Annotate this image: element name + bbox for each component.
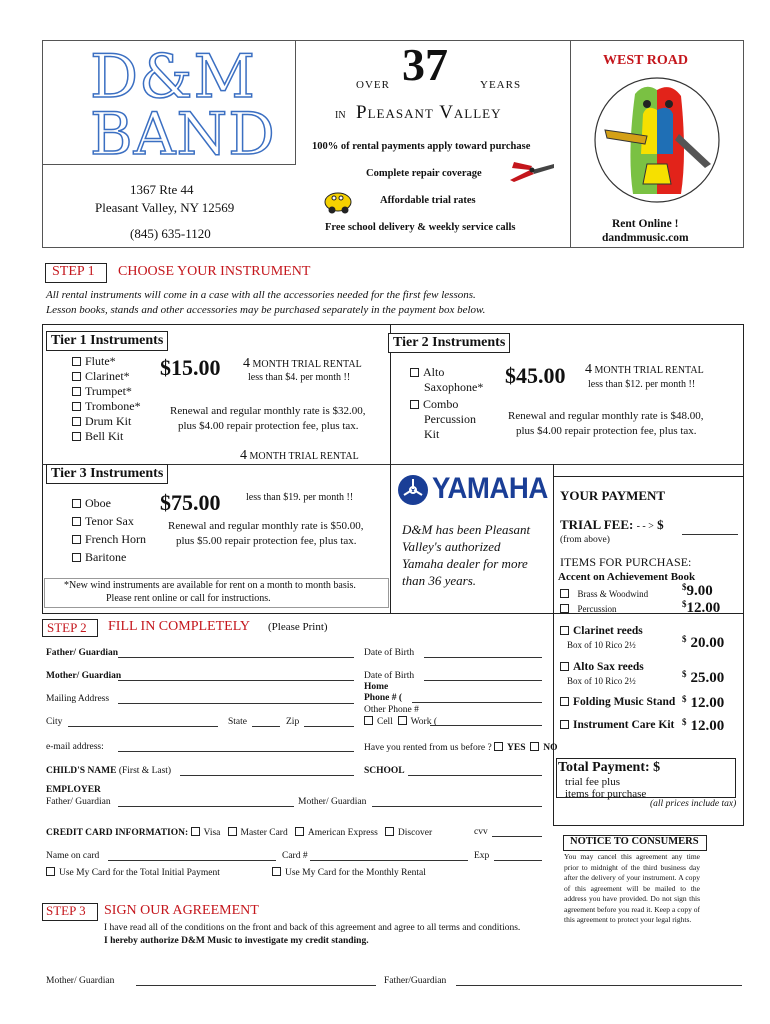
home-phone-input[interactable] <box>412 702 542 703</box>
city-input[interactable] <box>68 726 218 727</box>
father-signature-line[interactable] <box>456 985 742 986</box>
father-guardian-label: Father/ Guardian <box>46 648 119 658</box>
checkbox[interactable] <box>410 400 419 409</box>
checkbox[interactable] <box>72 517 81 526</box>
step2-badge: STEP 2 <box>47 620 87 635</box>
clarinet-box: Box of 10 Rico 2½ <box>567 640 636 650</box>
over-text: OVER <box>356 79 390 91</box>
mother-signature-line[interactable] <box>136 985 376 986</box>
rent-online-text: Rent Online ! <box>612 218 679 230</box>
tier1-list <box>72 354 141 444</box>
cvv-input[interactable] <box>492 836 542 837</box>
tier1-item[interactable]: Bell Kit <box>72 429 141 444</box>
dob-label-1: Date of Birth <box>364 648 415 658</box>
mastercard-checkbox[interactable] <box>228 827 237 836</box>
tier3-title: Tier 3 Instruments <box>46 464 168 484</box>
mailing-address-input[interactable] <box>118 703 354 704</box>
alto-box: Box of 10 Rico 2½ <box>567 676 636 686</box>
step3-badge: STEP 3 <box>46 903 86 918</box>
checkbox[interactable] <box>410 368 419 377</box>
notice-text: You may cancel this agreement any time prior to midnight of the third business day after the delivery of your instrument. A copy of this agreement will be mailed to the address you have provided. Do not sign this agreement before you read it. Keep a copy of this agreement to protect your legal rights. <box>564 852 700 924</box>
use-card-initial[interactable]: Use My Card for the Total Initial Payment <box>46 867 220 878</box>
step1-desc1: All rental instruments will come in a case with all the accessories needed for the first few lessons. <box>46 289 476 301</box>
other-phone-input[interactable] <box>430 725 542 726</box>
yamaha-logo: YAMAHA <box>432 472 548 505</box>
tax-note: (all prices include tax) <box>650 799 737 809</box>
checkbox[interactable] <box>560 604 569 613</box>
mother-signature-label: Mother/ Guardian <box>46 976 115 986</box>
care-price: $ 12.00 <box>682 717 725 734</box>
musician-art-icon <box>587 74 727 204</box>
tier3-note1: *New wind instruments are available for rent on a month to month basis. <box>64 580 356 591</box>
home-label: Home <box>364 682 389 692</box>
tier2-renewal2: plus $4.00 repair protection fee, plus tax. <box>516 425 697 437</box>
in-text: IN <box>335 110 346 121</box>
discover-checkbox[interactable] <box>385 827 394 836</box>
total-sub1: trial fee plus <box>565 776 620 788</box>
tier2-alto[interactable]: Alto Saxophone* <box>410 365 483 395</box>
use-card-monthly[interactable]: Use My Card for the Monthly Rental <box>272 867 426 878</box>
checkbox[interactable] <box>560 697 569 706</box>
bullet-trial-rates: Affordable trial rates <box>380 195 476 206</box>
exp-label: Exp <box>474 851 490 861</box>
amex-checkbox[interactable] <box>295 827 304 836</box>
checkbox[interactable] <box>72 402 81 411</box>
checkbox[interactable] <box>560 720 569 729</box>
step3-title: SIGN OUR AGREEMENT <box>104 903 259 918</box>
yamaha-desc2: Valley's authorized <box>402 539 501 554</box>
tier1-trial-sub: less than $4. per month !! <box>248 372 351 383</box>
tier1-item[interactable]: Trombone* <box>72 399 141 414</box>
notice-title: NOTICE TO CONSUMERS <box>570 836 699 847</box>
yamaha-tuning-fork-icon <box>396 473 430 507</box>
zip-label: Zip <box>286 717 300 727</box>
west-road-title: WEST ROAD <box>603 53 688 68</box>
cartoon-car-icon <box>322 186 354 214</box>
card-number-label: Card # <box>282 851 308 861</box>
total-payment-label: Total Payment: $ <box>558 760 661 775</box>
checkbox[interactable] <box>72 553 81 562</box>
website-link[interactable]: dandmmusic.com <box>602 232 689 244</box>
music-stand[interactable]: Folding Music Stand <box>560 696 675 708</box>
checkbox[interactable] <box>72 372 81 381</box>
home-phone-label: Phone # ( <box>364 693 403 703</box>
checkbox[interactable] <box>560 626 569 635</box>
tier1-price: $15.00 <box>160 355 221 380</box>
step3-authorize-text: I hereby authorize D&M Music to investigate my credit standing. <box>104 936 369 946</box>
address-street: 1367 Rte 44 <box>130 182 194 197</box>
tier3-note2: Please rent online or call for instructions. <box>106 593 271 604</box>
name-on-card-label: Name on card <box>46 851 100 861</box>
checkbox[interactable] <box>560 662 569 671</box>
dob-label-2: Date of Birth <box>364 671 415 681</box>
mother-guardian-label: Mother/ Guardian <box>46 671 122 681</box>
email-input[interactable] <box>118 751 354 752</box>
tier2-title: Tier 2 Instruments <box>388 333 510 353</box>
exp-input[interactable] <box>494 860 542 861</box>
care-kit[interactable]: Instrument Care Kit <box>560 719 674 731</box>
checkbox[interactable] <box>46 867 55 876</box>
mailing-address-label: Mailing Address <box>46 694 110 704</box>
father-signature-label: Father/Guardian <box>384 976 447 986</box>
bullet-repair: Complete repair coverage <box>366 168 482 179</box>
logo-band: BAND <box>90 100 276 168</box>
checkbox[interactable] <box>72 499 81 508</box>
work-checkbox[interactable] <box>398 716 407 725</box>
checkbox[interactable] <box>72 535 81 544</box>
years-text: YEARS <box>480 79 522 91</box>
tier3-renewal1: Renewal and regular monthly rate is $50.00, <box>168 520 364 532</box>
address-city: Pleasant Valley, NY 12569 <box>95 200 235 215</box>
mother-guardian-input[interactable] <box>118 680 354 681</box>
dob-input-2[interactable] <box>424 680 542 681</box>
school-input[interactable] <box>408 775 542 776</box>
tier2-renewal1: Renewal and regular monthly rate is $48.00, <box>508 410 704 422</box>
tier2-trial-sub: less than $12. per month !! <box>588 379 696 390</box>
trial-fee-label: TRIAL FEE: - - > $ <box>560 517 664 532</box>
tier2-combo[interactable]: Combo Percussion Kit <box>410 397 476 442</box>
visa-checkbox[interactable] <box>191 827 200 836</box>
tier1-item[interactable]: Trumpet* <box>72 384 141 399</box>
step1-desc2: Lesson books, stands and other accessories may be purchased separately in the payment box below. <box>46 304 486 316</box>
employer-mother-input[interactable] <box>372 806 542 807</box>
tier3-trial-sub: less than $19. per month !! <box>246 492 354 503</box>
other-phone-label: Other Phone # <box>364 705 419 715</box>
checkbox[interactable] <box>72 417 81 426</box>
years-number: 37 <box>402 39 448 90</box>
tier1-renewal2: plus $4.00 repair protection fee, plus tax. <box>178 420 359 432</box>
tier3-price: $75.00 <box>160 490 221 515</box>
tier3-item[interactable]: Baritone <box>72 548 146 566</box>
tier3-renewal2: plus $5.00 repair protection fee, plus tax. <box>176 535 357 547</box>
step1-badge: STEP 1 <box>52 264 95 279</box>
brass-price: $9.00 <box>682 582 713 599</box>
tier3-trial-label: 4 MONTH TRIAL RENTAL <box>240 448 359 463</box>
cvv-label: cvv <box>474 827 488 837</box>
from-above: (from above) <box>560 535 610 545</box>
trial-fee-input[interactable] <box>682 534 738 535</box>
tier1-item[interactable]: Clarinet* <box>72 369 141 384</box>
items-for-purchase: ITEMS FOR PURCHASE: <box>560 555 692 569</box>
yamaha-desc4: than 36 years. <box>402 573 477 588</box>
tier3-list <box>72 494 146 566</box>
employer-father-label: Father/ Guardian <box>46 797 111 807</box>
bullet-rental-purchase: 100% of rental payments apply toward purchase <box>312 141 531 152</box>
tier1-title: Tier 1 Instruments <box>46 331 168 351</box>
payment-title: YOUR PAYMENT <box>560 488 666 503</box>
childs-name-input[interactable] <box>180 775 354 776</box>
credit-card-row: CREDIT CARD INFORMATION: Visa Master Card American Express Discover <box>46 828 433 838</box>
checkbox[interactable] <box>560 589 569 598</box>
step1-title: CHOOSE YOUR INSTRUMENT <box>118 264 311 279</box>
pliers-icon <box>508 160 556 184</box>
state-input[interactable] <box>252 726 280 727</box>
step2-subtitle: (Please Print) <box>268 621 328 633</box>
yamaha-desc3: Yamaha dealer for more <box>402 556 528 571</box>
school-label: SCHOOL <box>364 766 405 776</box>
total-sub2: items for purchase <box>565 788 647 800</box>
employer-mother-label: Mother/ Guardian <box>298 797 367 807</box>
zip-input[interactable] <box>304 726 354 727</box>
cell-checkbox[interactable] <box>364 716 373 725</box>
stand-price: $ 12.00 <box>682 694 725 711</box>
city-label: City <box>46 717 63 727</box>
father-guardian-input[interactable] <box>118 657 354 658</box>
yes-checkbox[interactable] <box>494 742 503 751</box>
tier3-divider-v <box>390 464 391 614</box>
employer-label: EMPLOYER <box>46 785 101 795</box>
tier2-trial-label: 4 MONTH TRIAL RENTAL <box>585 362 704 377</box>
checkbox[interactable] <box>272 867 281 876</box>
alto-reeds[interactable]: Alto Sax reeds <box>560 661 644 673</box>
bullet-delivery: Free school delivery & weekly service calls <box>325 222 516 233</box>
state-label: State <box>228 717 247 727</box>
rented-before-label: Have you rented from us before ? YES NO <box>364 743 558 753</box>
step3-agree-text: I have read all of the conditions on the front and back of this agreement and agree to all terms and conditions. <box>104 923 521 933</box>
brass-item[interactable]: Brass & Woodwind <box>560 589 648 599</box>
name-on-card-input[interactable] <box>108 860 276 861</box>
tier3-item[interactable]: French Horn <box>72 530 146 548</box>
tier3-item[interactable]: Tenor Sax <box>72 512 146 530</box>
dob-input-1[interactable] <box>424 657 542 658</box>
childs-name-label: CHILD'S NAME (First & Last) <box>46 766 172 776</box>
email-label: e-mail address: <box>46 742 104 752</box>
clarinet-price: $ 20.00 <box>682 634 725 651</box>
tier3-item[interactable]: Oboe <box>72 494 146 512</box>
checkbox[interactable] <box>72 357 81 366</box>
tier2-price: $45.00 <box>505 363 566 388</box>
accent-title: Accent on Achievement Book <box>558 571 696 583</box>
phone-type-options: Cell Work ( <box>364 716 437 727</box>
town-name: Pleasant Valley <box>356 102 502 123</box>
alto-price: $ 25.00 <box>682 669 725 686</box>
phone: (845) 635-1120 <box>130 226 211 241</box>
tier1-item[interactable]: Drum Kit <box>72 414 141 429</box>
percussion-item[interactable]: Percussion <box>560 604 617 614</box>
logo-dm: D&M <box>90 42 256 112</box>
no-checkbox[interactable] <box>530 742 539 751</box>
percussion-price: $12.00 <box>682 599 721 616</box>
clarinet-reeds[interactable]: Clarinet reeds <box>560 625 643 637</box>
tier1-trial-label: 4 MONTH TRIAL RENTAL <box>243 356 362 371</box>
tier1-renewal1: Renewal and regular monthly rate is $32.00, <box>170 405 366 417</box>
checkbox[interactable] <box>72 432 81 441</box>
employer-father-input[interactable] <box>118 806 294 807</box>
yamaha-desc1: D&M has been Pleasant <box>402 522 531 537</box>
step2-title: FILL IN COMPLETELY <box>108 619 250 634</box>
tier1-item[interactable]: Flute* <box>72 354 141 369</box>
card-number-input[interactable] <box>310 860 468 861</box>
checkbox[interactable] <box>72 387 81 396</box>
